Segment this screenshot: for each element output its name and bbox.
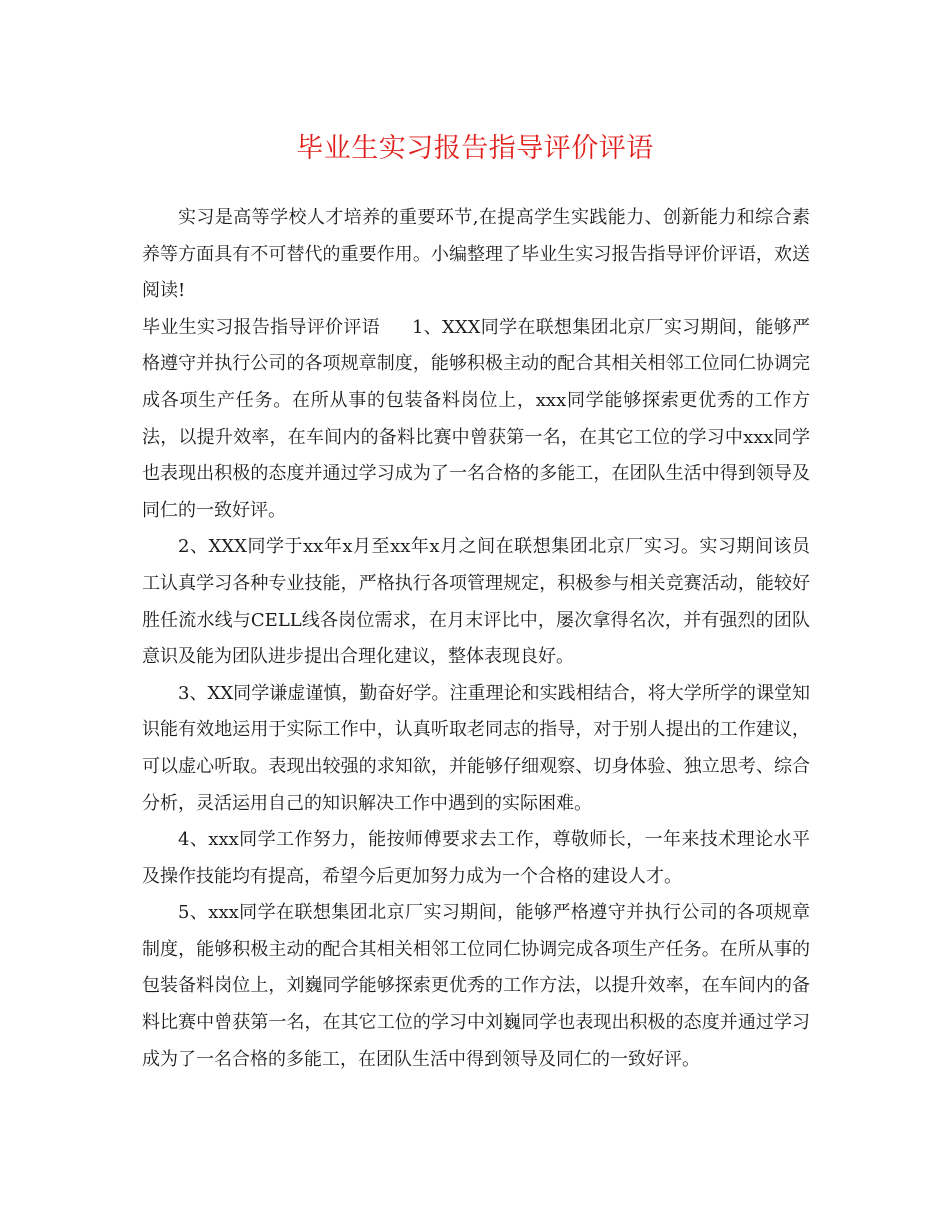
section-heading: 毕业生实习报告指导评价评语 — [142, 316, 380, 338]
comment-paragraph-3: 3、XX同学谦虚谨慎，勤奋好学。注重理论和实践相结合，将大学所学的课堂知识能有效地运用于实际工作中，认真听取老同志的指导，对于别人提出的工作建议，可以虚心听取。表现出较强的求知欲，并能够仔细观察、切身体验、独立思考、综合分析，灵活运用自己的知识解决工作中遇到的实际困难。 — [142, 682, 810, 814]
comment-paragraph-2: 2、XXX同学于xx年x月至xx年x月之间在联想集团北京厂实习。实习期间该员工认真学习各种专业技能，严格执行各项管理规定，积极参与相关竞赛活动，能较好胜任流水线与CELL线各岗位需求，在月末评比中，屡次拿得名次，并有强烈的团队意识及能为团队进步提出合理化建议，整体表现良好。 — [142, 536, 810, 668]
document-body — [142, 200, 810, 1078]
comment-paragraph-5: 5、xxx同学在联想集团北京厂实习期间，能够严格遵守并执行公司的各项规章制度，能够积极主动的配合其相关相邻工位同仁协调完成各项生产任务。在所从事的包装备料岗位上，刘巍同学能够探索更优秀的工作方法，以提升效率，在车间内的备料比赛中曾获第一名，在其它工位的学习中刘巍同学也表现出积极的态度并通过学习成为了一名合格的多能工，在团队生活中得到领导及同仁的一致好评。 — [142, 902, 810, 1070]
comment-paragraph-4: 4、xxx同学工作努力，能按师傅要求去工作，尊敬师长，一年来技术理论水平及操作技能均有提高，希望今后更加努力成为一个合格的建设人才。 — [142, 829, 810, 887]
intro-paragraph: 实习是高等学校人才培养的重要环节,在提高学生实践能力、创新能力和综合素养等方面具有不可替代的重要作用。小编整理了毕业生实习报告指导评价评语，欢送阅读! — [142, 207, 810, 302]
comment-text-1: 1、XXX同学在联想集团北京厂实习期间，能够严格遵守并执行公司的各项规章制度，能够积极主动的配合其相关相邻工位同仁协调完成各项生产任务。在所从事的包装备料岗位上，xxx同学能够探索更优秀的工作方法，以提升效率，在车间内的备料比赛中曾获第一名，在其它工位的学习中xxx同学也表现出积极的态度并通过学习成为了一名合格的多能工，在团队生活中得到领导及同仁的一致好评。 — [142, 316, 810, 521]
comment-paragraph-1 — [142, 310, 810, 530]
document-title: 毕业生实习报告指导评价评语 — [296, 133, 654, 164]
